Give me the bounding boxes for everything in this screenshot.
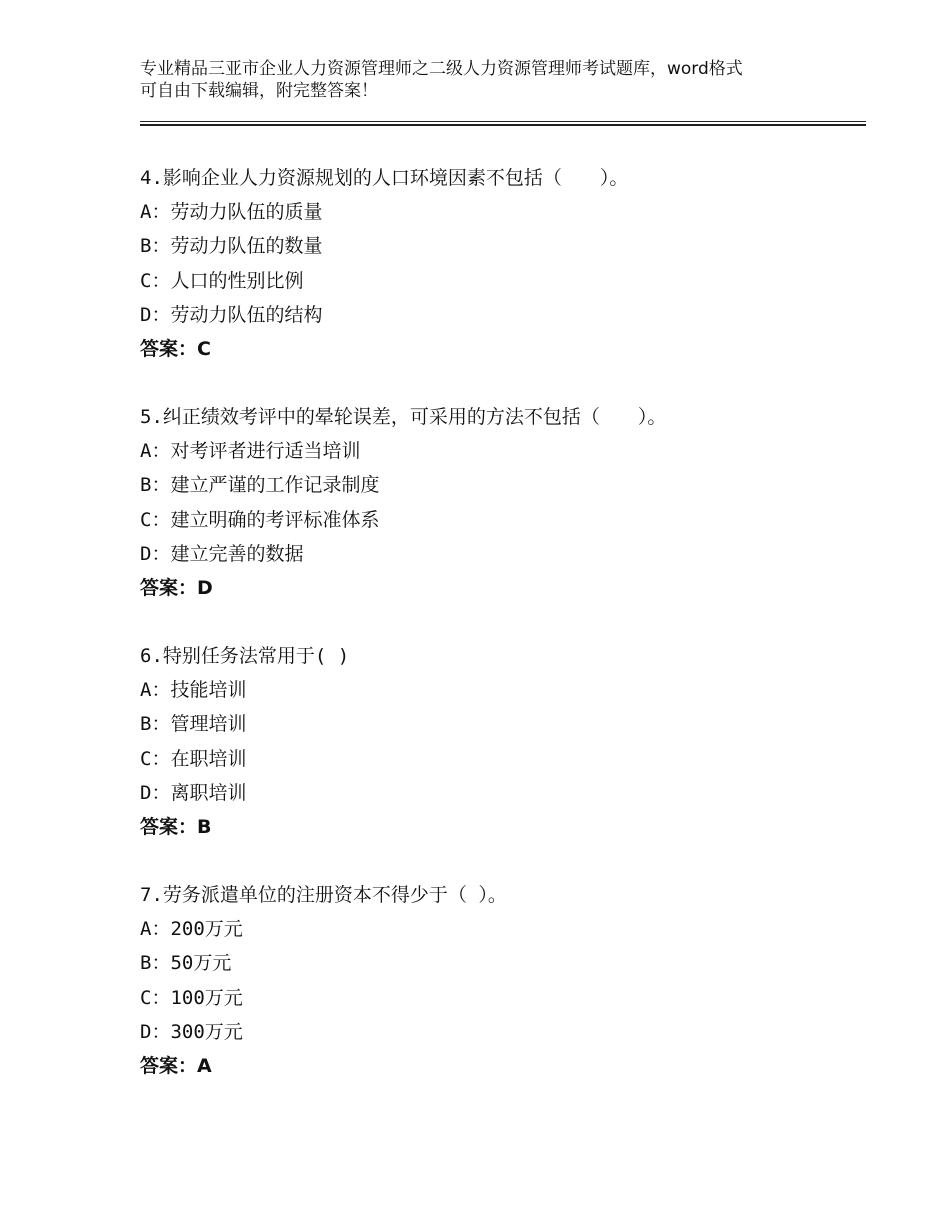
option-letter: C： [140, 269, 171, 292]
option-letter: D： [140, 781, 171, 804]
option-text: 劳动力队伍的数量 [170, 235, 323, 258]
option-text: 建立严谨的工作记录制度 [170, 474, 380, 497]
question-stem: 6.特别任务法常用于( ) [140, 645, 350, 667]
option-d [140, 537, 850, 571]
option-a [140, 912, 850, 946]
option-letter: C： [140, 508, 171, 531]
header-line-1: 专业精品三亚市企业人力资源管理师之二级人力资源管理师考试题库，word格式 [140, 59, 743, 79]
question-block [140, 161, 850, 366]
option-letter: B： [140, 713, 171, 736]
option-text: 在职培训 [170, 747, 247, 770]
option-a [140, 434, 850, 468]
option-text: 技能培训 [170, 679, 247, 702]
document-header [140, 58, 840, 102]
header-divider-thin [140, 121, 866, 122]
answer-line: 答案：A [140, 1054, 212, 1077]
question-stem: 5.纠正绩效考评中的晕轮误差，可采用的方法不包括（ ）。 [140, 406, 667, 428]
question-stem: 4.影响企业人力资源规划的人口环境因素不包括（ ）。 [140, 167, 629, 189]
option-text: 300万元 [170, 1020, 243, 1043]
option-b [140, 229, 850, 263]
option-d [140, 298, 850, 332]
option-text: 管理培训 [170, 713, 247, 736]
option-letter: B： [140, 474, 171, 497]
option-letter: C： [140, 986, 171, 1009]
option-text: 劳动力队伍的质量 [170, 201, 323, 224]
option-text: 人口的性别比例 [170, 269, 304, 292]
question-block [140, 639, 850, 844]
option-text: 100万元 [170, 986, 243, 1009]
option-text: 劳动力队伍的结构 [170, 303, 323, 326]
option-b [140, 946, 850, 980]
option-letter: B： [140, 235, 171, 258]
option-letter: D： [140, 542, 171, 565]
option-letter: D： [140, 303, 171, 326]
header-divider-thick [140, 124, 866, 126]
option-letter: A： [140, 201, 171, 224]
option-a [140, 673, 850, 707]
option-text: 200万元 [170, 918, 243, 941]
option-c [140, 503, 850, 537]
option-c [140, 981, 850, 1015]
option-letter: C： [140, 747, 171, 770]
answer-line: 答案：D [140, 576, 213, 599]
option-letter: B： [140, 952, 171, 975]
option-text: 建立完善的数据 [170, 542, 304, 565]
option-letter: A： [140, 440, 171, 463]
option-text: 对考评者进行适当培训 [170, 440, 361, 463]
option-text: 50万元 [170, 952, 232, 975]
answer-line: 答案：C [140, 337, 211, 360]
option-letter: D： [140, 1020, 171, 1043]
option-letter: A： [140, 918, 171, 941]
option-text: 离职培训 [170, 781, 247, 804]
option-b [140, 468, 850, 502]
option-b [140, 707, 850, 741]
answer-line: 答案：B [140, 815, 212, 838]
option-d [140, 776, 850, 810]
option-text: 建立明确的考评标准体系 [170, 508, 380, 531]
option-c [140, 264, 850, 298]
option-a [140, 195, 850, 229]
question-block [140, 400, 850, 605]
option-c [140, 742, 850, 776]
option-d [140, 1015, 850, 1049]
option-letter: A： [140, 679, 171, 702]
question-block [140, 878, 850, 1083]
question-stem: 7.劳务派遣单位的注册资本不得少于（ ）。 [140, 884, 507, 906]
header-line-2: 可自由下载编辑，附完整答案！ [140, 81, 378, 101]
